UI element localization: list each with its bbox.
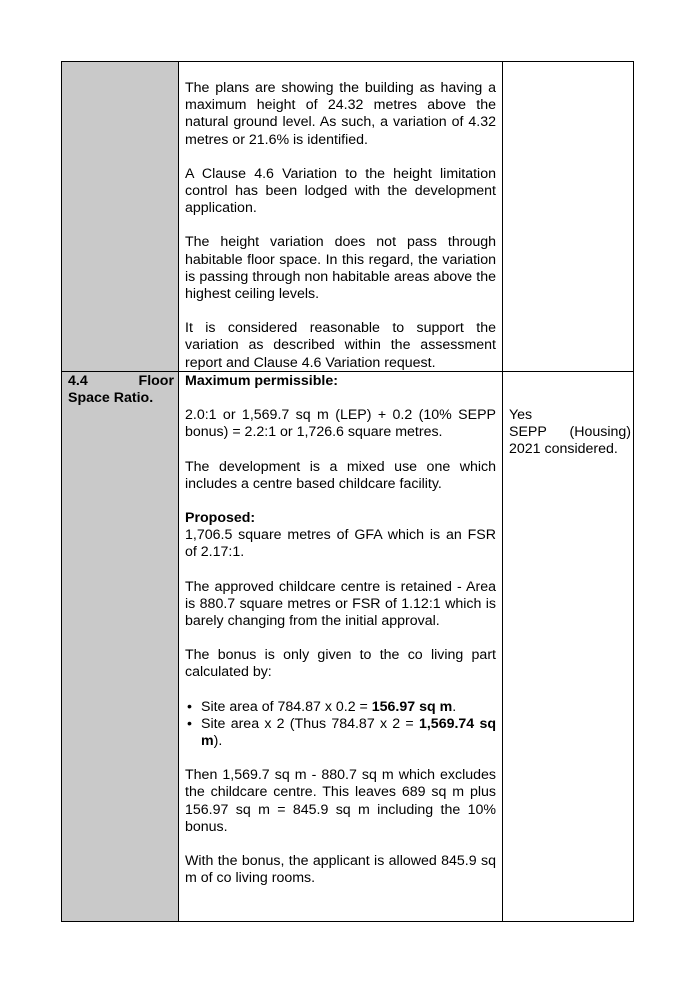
proposed-text: 1,706.5 square metres of GFA which is an FSR of 2.17:1. xyxy=(185,527,496,561)
label-column-shading xyxy=(62,62,178,921)
height-variation-paragraph: The height variation does not pass through habitable floor space. In this regard, the variation is passing through non habitable areas above the highest ceiling levels. xyxy=(185,234,496,303)
final-paragraph: With the bonus, the applicant is allowed 845.9 sq m of co living rooms. xyxy=(185,853,496,887)
compliance-cell xyxy=(509,407,631,459)
list-item: • Site area x 2 (Thus 784.87 x 2 = 1,569.74 sq m). xyxy=(187,715,496,750)
clause-title: Space Ratio. xyxy=(68,390,154,407)
compliance-considered: 2021 considered. xyxy=(509,441,618,458)
then-paragraph: Then 1,569.7 sq m - 880.7 sq m which excludes the childcare centre. This leaves 689 sq m plus 156.97 sq m = 845.9 sq m including the 10% bonus. xyxy=(185,767,496,835)
column-divider-1 xyxy=(178,62,179,921)
support-paragraph: It is considered reasonable to support the variation as described within the assessment report and Clause 4.6 Variation request. xyxy=(185,320,496,371)
childcare-paragraph: The approved childcare centre is retained - Area is 880.7 square metres or FSR of 1.12:1 which is barely changing from the initial approval. xyxy=(185,578,496,630)
fsr-assessment-cell xyxy=(185,373,496,887)
max-permissible-text: 2.0:1 or 1,569.7 sq m (LEP) + 0.2 (10% SEPP bonus) = 2.2:1 or 1,726.6 square metres. xyxy=(185,407,496,441)
compliance-yes: Yes xyxy=(509,407,533,423)
compliance-housing: (Housing) xyxy=(569,424,631,441)
height-assessment-cell xyxy=(185,80,496,372)
mixed-use-paragraph: The development is a mixed use one which includes a centre based childcare facility. xyxy=(185,458,496,492)
height-paragraph: The plans are showing the building as having a maximum height of 24.32 metres above the natural ground level. As such, a variation of 4.32 metres or 21.6% is identified. xyxy=(185,80,496,148)
bonus-intro-paragraph: The bonus is only given to the co living part calculated by: xyxy=(185,647,496,681)
bonus-calculation-list xyxy=(185,699,496,751)
clause-lodged-paragraph: A Clause 4.6 Variation to the height limitation control has been lodged with the development application. xyxy=(185,165,496,217)
clause-number: 4.4 xyxy=(68,373,88,389)
list-item: • Site area of 784.87 x 0.2 = 156.97 sq m. xyxy=(187,698,457,715)
proposed-heading: Proposed: xyxy=(185,510,256,527)
assessment-table xyxy=(61,61,634,922)
max-permissible-heading: Maximum permissible: xyxy=(185,373,338,389)
fsr-clause-label xyxy=(68,373,174,407)
clause-word: Floor xyxy=(138,373,174,389)
compliance-sepp: SEPP xyxy=(509,424,547,441)
column-divider-2 xyxy=(502,62,503,921)
